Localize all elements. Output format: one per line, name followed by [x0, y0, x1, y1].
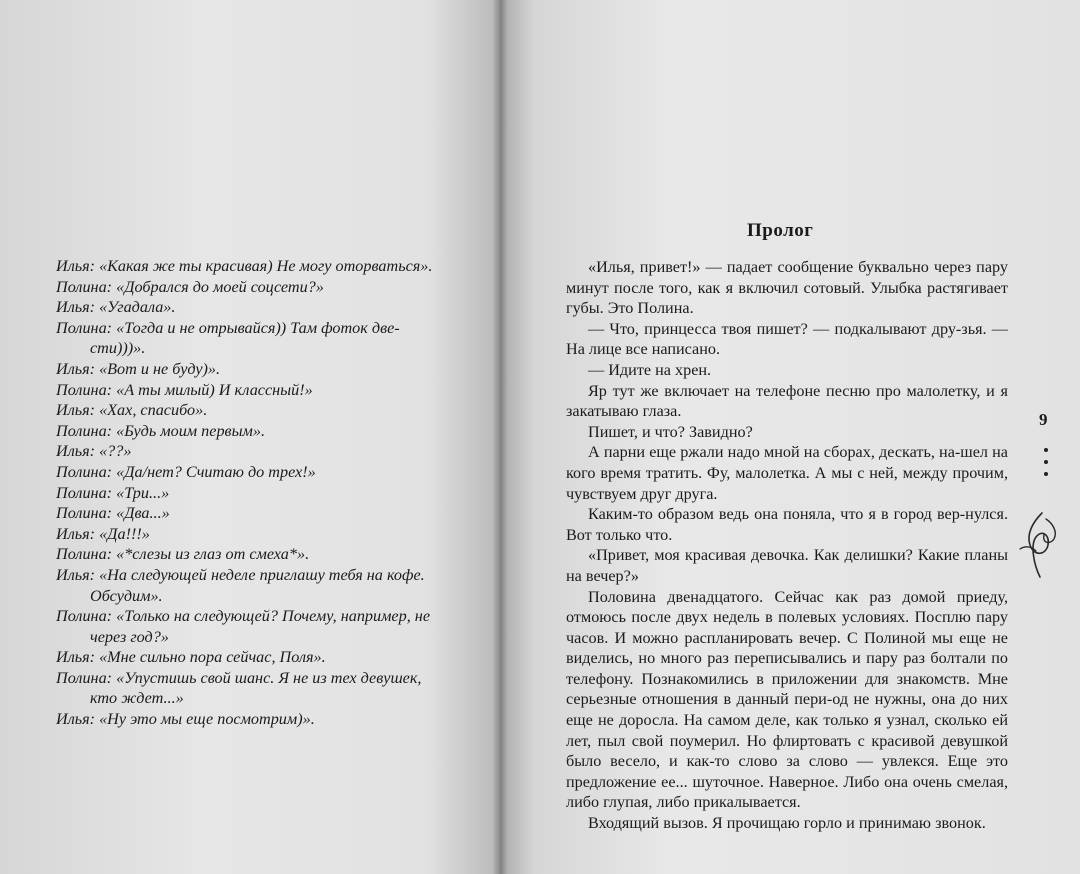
left-page	[0, 0, 500, 874]
chapter-title: Пролог	[747, 220, 814, 241]
paragraph: — Что, принцесса твоя пишет? — подкалывают дру-зья. — На лице все написано.	[566, 319, 1008, 359]
paragraph: Каким-то образом ведь она поняла, что я в город вер-нулся. Вот только что.	[566, 505, 1008, 544]
dot	[1044, 460, 1048, 464]
paragraph: Входящий вызов. Я прочищаю горло и принимаю звонок.	[588, 814, 986, 833]
dialogue-line: Илья: «Угадала».	[56, 298, 176, 317]
dialogue-line: Илья: «Мне сильно пора сейчас, Поля».	[56, 648, 326, 667]
dialogue-line: сти)))».	[90, 339, 146, 358]
dialogue-line: Илья: «Вот и не буду)».	[56, 359, 221, 378]
paragraph: А парни еще ржали надо мной на сборах, дескать, на-шел на кого время тратить. Фу, малолетка. А мы с ней, между прочим, чувствуем друг друга.	[566, 443, 1008, 503]
book-gutter	[492, 0, 508, 874]
dialogue-line: Полина: «Три...»	[56, 483, 170, 502]
dot	[1044, 472, 1048, 476]
dialogue-line: Илья: «??»	[56, 442, 132, 461]
dialogue-line: Полина: «Только на следующей? Почему, например, не	[56, 607, 431, 626]
dialogue-line: Полина: «Да/нет? Считаю до трех!»	[56, 462, 316, 481]
dialogue-line: Илья: «Какая же ты красивая) Не могу оторваться».	[56, 257, 433, 275]
dialogue-line: Илья: «Ну это мы еще посмотрим)».	[56, 710, 315, 729]
paragraph: Пишет, и что? Завидно?	[588, 422, 753, 441]
paragraph: Яр тут же включает на телефоне песню про малолетку, и я закатываю глаза.	[566, 381, 1008, 421]
dialogue-line: Полина: «Упустишь свой шанс. Я не из тех девушек,	[56, 668, 422, 687]
paragraph: — Идите на хрен.	[588, 360, 712, 379]
dialogue-line: Полина: «А ты милый) И классный!»	[56, 380, 313, 399]
ornament-dots	[1043, 448, 1049, 484]
dialogue-line: кто ждет...»	[90, 689, 184, 708]
dialogue-line: Обсудим».	[90, 586, 163, 605]
handwritten-signature-icon	[1012, 505, 1070, 585]
dialogue-line: через год?»	[90, 627, 169, 646]
dialogue-line: Илья: «Да!!!»	[56, 524, 150, 543]
dialogue-line: Полина: «Будь моим первым».	[56, 421, 266, 440]
dialogue-line: Полина: «Добрался до моей соцсети?»	[56, 277, 324, 296]
dot	[1044, 448, 1048, 452]
prologue-text	[566, 257, 1008, 834]
paragraph: «Привет, моя красивая девочка. Как делишки? Какие планы на вечер?»	[566, 546, 1008, 585]
dialogue-line: Полина: «Тогда и не отрывайся)) Там фоток две-	[56, 318, 400, 337]
page-number: 9	[1039, 410, 1048, 429]
dialogue-line: Илья: «На следующей неделе приглашу тебя на кофе.	[56, 565, 425, 584]
dialogue-line: Полина: «*слезы из глаз от смеха*».	[56, 545, 310, 564]
dialogue-line: Полина: «Два...»	[56, 504, 170, 523]
chat-dialogue	[56, 256, 456, 730]
paragraph: Половина двенадцатого. Сейчас как раз домой приеду, отмоюсь после двух недель в полевых условиях. Посплю пару часов. И можно распланировать вечер. С Полиной мы еще не виделись, но много раз переписывались и пару раз болтали по телефону. Познакомились в приложении для знакомств. Мне серьезные отношения в данный пери-од не нужны, она до них еще не доросла. На самом деле, как только я узнал, сколько ей лет, пыл свой поумерил. Но флиртовать с красивой девушкой было весело, и как-то слово за слово — увлекся. Еще это предложение ее... шуточное. Наверное. Либо она очень смелая, либо глупая, либо прикалывается.	[566, 587, 1008, 812]
paragraph: «Илья, привет!» — падает сообщение буквально через пару минут после того, как я включил сотовый. Улыбка растягивает губы. Это Полина.	[566, 258, 1008, 318]
dialogue-line: Илья: «Хах, спасибо».	[56, 401, 208, 420]
